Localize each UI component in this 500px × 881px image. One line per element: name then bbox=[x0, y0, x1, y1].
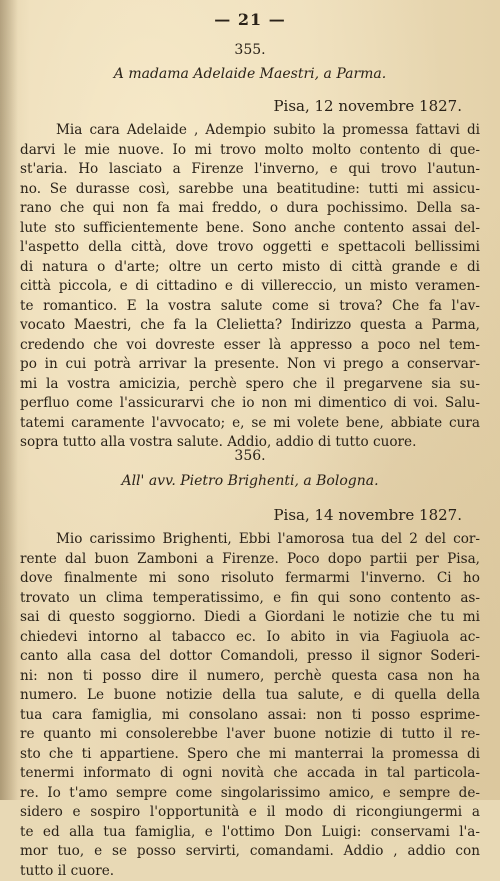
text-line: dove finalmente mi sono risoluto fermarmi l'inverno. Ci ho bbox=[20, 569, 480, 589]
text-line: sopra tutto alla vostra salute. Addio, addio di tutto cuore. bbox=[20, 433, 480, 453]
text-line: mor tuo, e se posso servirti, comandami. Addio , addio con bbox=[20, 842, 480, 862]
text-line: città piccola, e di cittadino e di villereccio, un misto veramen- bbox=[20, 277, 480, 297]
text-line: perfluo come l'assicurarvi che io non mi dimentico di voi. Salu- bbox=[20, 394, 480, 414]
text-line: re quanto mi consolerebbe l'aver buone notizie di tutto il re- bbox=[20, 725, 480, 745]
text-line: te ed alla tua famiglia, e l'ottimo Don Luigi: conservami l'a- bbox=[20, 823, 480, 843]
letter-heading: A madama Adelaide Maestri, a Parma. bbox=[0, 66, 500, 82]
text-line: canto alla casa del dottor Comandoli, presso il signor Soderi- bbox=[20, 647, 480, 667]
text-line: numero. Le buone notizie della tua salute, e di quella della bbox=[20, 686, 480, 706]
text-line: sai di questo soggiorno. Diedi a Giordani le notizie che tu mi bbox=[20, 608, 480, 628]
text-line: mi la vostra amicizia, perchè spero che il pregarvene sia su- bbox=[20, 375, 480, 395]
text-line: darvi le mie nuove. Io mi trovo molto molto contento di que- bbox=[20, 141, 480, 161]
text-line: tua cara famiglia, mi consolano assai: non ti posso esprime- bbox=[20, 706, 480, 726]
text-line: re. Io t'amo sempre come singolarissimo amico, e sempre de- bbox=[20, 784, 480, 804]
text-line: rano che qui non fa mai freddo, o dura pochissimo. Della sa- bbox=[20, 199, 480, 219]
text-line: tenermi informato di ogni novità che accada in tal particola- bbox=[20, 764, 480, 784]
text-line: sto che ti appartiene. Spero che mi manterrai la promessa di bbox=[20, 745, 480, 765]
text-line: Mio carissimo Brighenti, Ebbi l'amorosa tua del 2 del cor- bbox=[20, 530, 480, 550]
text-line: di natura o d'arte; oltre un certo misto di città grande e di bbox=[20, 258, 480, 278]
text-line: Mia cara Adelaide , Adempio subito la promessa fattavi di bbox=[20, 121, 480, 141]
letter-number: 355. bbox=[0, 42, 500, 58]
text-line: lute sto sufficientemente bene. Sono anche contento assai del- bbox=[20, 219, 480, 239]
letter-body bbox=[20, 121, 480, 453]
gutter-shadow bbox=[0, 0, 18, 800]
text-line: credendo che voi dovreste esser là appresso a poco nel tem- bbox=[20, 336, 480, 356]
text-line: rente dal buon Zamboni a Firenze. Poco dopo partii per Pisa, bbox=[20, 550, 480, 570]
text-line: st'aria. Ho lasciato a Firenze l'inverno, e qui trovo l'autun- bbox=[20, 160, 480, 180]
text-line: l'aspetto della città, dove trovo oggetti e spettacoli bellissimi bbox=[20, 238, 480, 258]
text-line: tatemi caramente l'avvocato; e, se mi volete bene, abbiate cura bbox=[20, 414, 480, 434]
text-line: chiedevi intorno al tabacco ec. Io abito in via Fagiuola ac- bbox=[20, 628, 480, 648]
text-line: po in cui potrà arrivar la presente. Non vi prego a conservar- bbox=[20, 355, 480, 375]
page-number: — 21 — bbox=[0, 10, 500, 29]
text-line: te romantico. E la vostra salute come si trova? Che fa l'av- bbox=[20, 297, 480, 317]
letter-heading: All' avv. Pietro Brighenti, a Bologna. bbox=[0, 473, 500, 489]
letter-date: Pisa, 12 novembre 1827. bbox=[273, 97, 462, 115]
text-line: sidero e sospiro l'opportunità e il modo di ricongiungermi a bbox=[20, 803, 480, 823]
letter-date: Pisa, 14 novembre 1827. bbox=[273, 506, 462, 524]
text-line: trovato un clima temperatissimo, e fin qui sono contento as- bbox=[20, 589, 480, 609]
text-line: tutto il cuore. bbox=[20, 862, 480, 881]
letter-number: 356. bbox=[0, 448, 500, 464]
letter-body bbox=[20, 530, 480, 881]
text-line: ni: non ti posso dire il numero, perchè questa casa non ha bbox=[20, 667, 480, 687]
text-line: vocato Maestri, che fa la Clelietta? Indirizzo questa a Parma, bbox=[20, 316, 480, 336]
text-line: no. Se durasse così, sarebbe una beatitudine: tutti mi assicu- bbox=[20, 180, 480, 200]
